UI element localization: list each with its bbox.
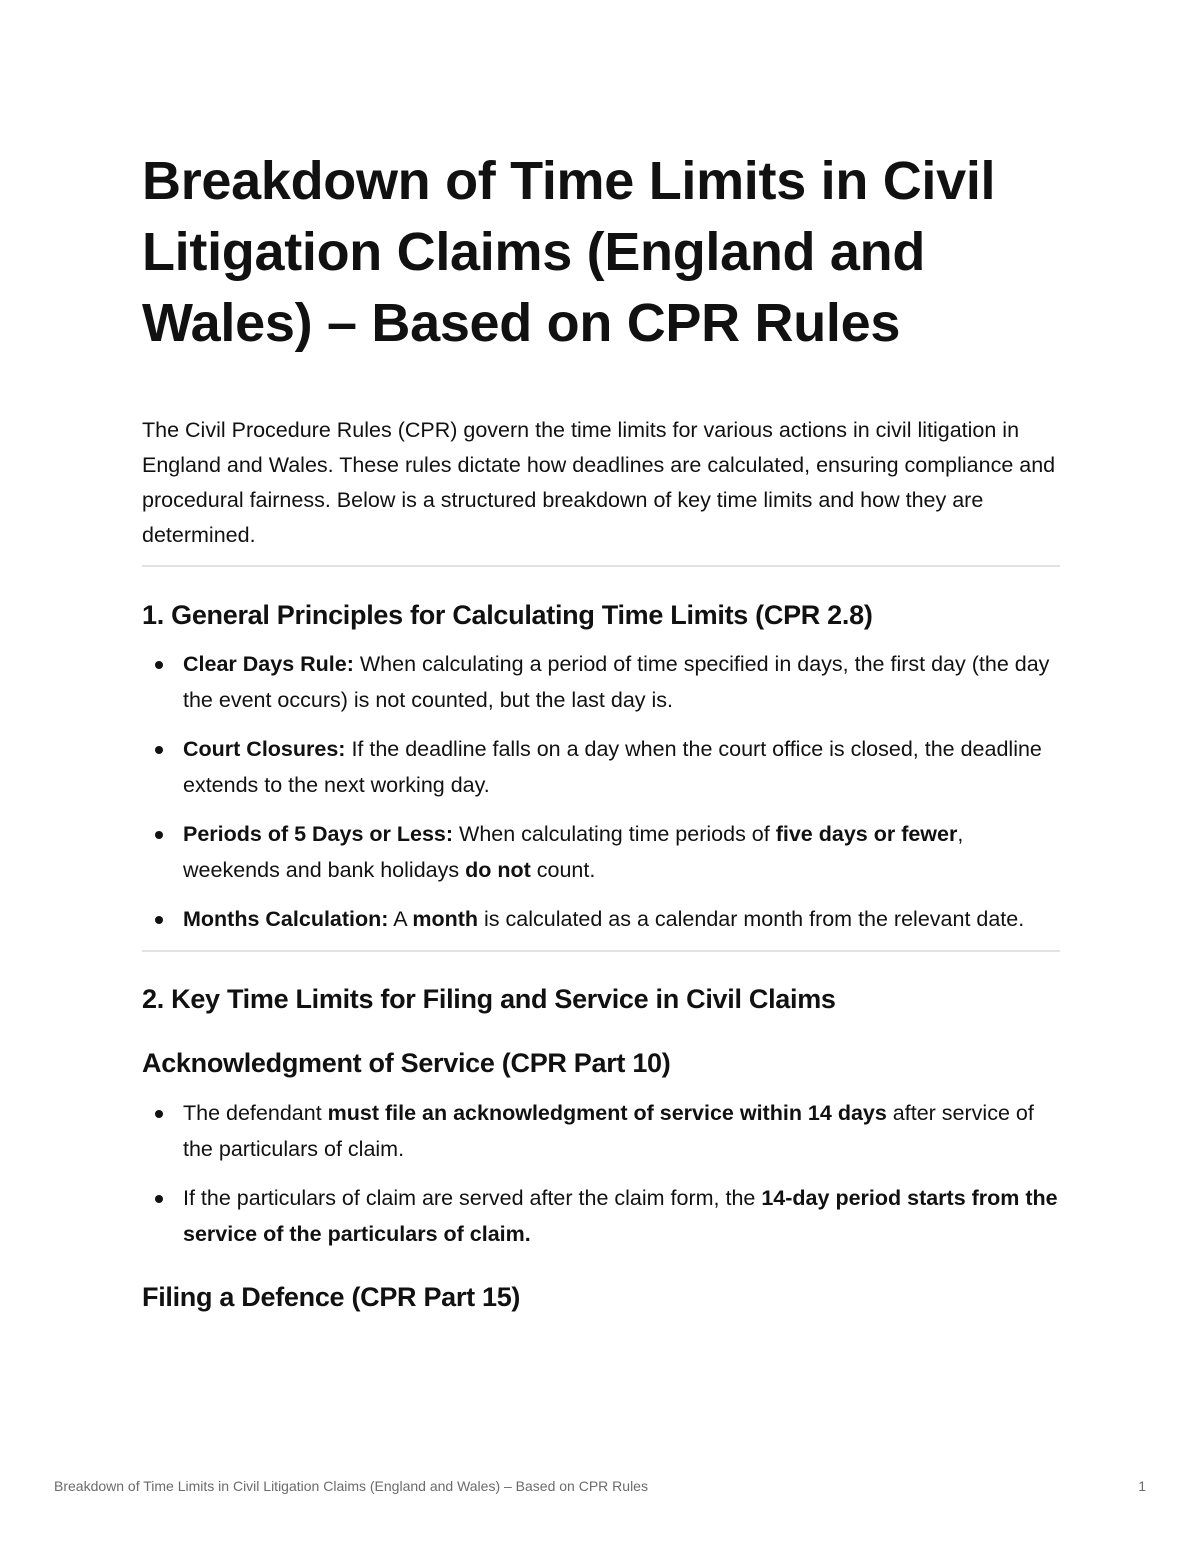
list-item — [142, 1095, 1060, 1167]
item-label: Periods of 5 Days or Less: — [183, 822, 454, 846]
item-text: When calculating time periods of — [453, 822, 776, 846]
item-emphasis: five days or fewer — [775, 822, 958, 846]
item-text: count. — [530, 858, 596, 882]
subsection-acknowledgment-list — [142, 1095, 1060, 1252]
list-item — [142, 901, 1060, 937]
item-emphasis: 14-day period starts from the service of the particulars of claim. — [183, 1186, 1058, 1246]
item-text: , weekends and bank holidays — [183, 822, 964, 882]
item-text: The defendant — [183, 1101, 328, 1125]
list-item — [142, 1180, 1060, 1252]
item-label: Months Calculation: — [183, 907, 389, 931]
page-footer: Breakdown of Time Limits in Civil Litigation Claims (England and Wales) – Based on CPR Rules — [54, 1478, 648, 1494]
document-page — [142, 146, 1060, 1315]
list-item — [142, 816, 1060, 888]
item-text: is calculated as a calendar month from the relevant date. — [478, 907, 1025, 931]
item-label: Court Closures: — [183, 737, 346, 761]
page-number: 1 — [1138, 1478, 1146, 1494]
item-text: When calculating a period of time specified in days, the first day (the day the event occurs) is not counted, but the last day is. — [183, 652, 1050, 712]
item-emphasis: do not — [465, 858, 531, 882]
intro-paragraph: The Civil Procedure Rules (CPR) govern the time limits for various actions in civil litigation in England and Wales. These rules dictate how deadlines are calculated, ensuring compliance and procedural fairness. Below is a structured breakdown of key time limits and how they are determined. — [142, 418, 1056, 547]
item-text: after service of the particulars of claim. — [183, 1101, 1034, 1161]
list-item — [142, 731, 1060, 803]
item-label: Clear Days Rule: — [183, 652, 354, 676]
item-emphasis: month — [412, 907, 479, 931]
item-text: A — [388, 907, 413, 931]
divider — [142, 565, 1060, 567]
document-title: Breakdown of Time Limits in Civil Litigation Claims (England and Wales) – Based on CPR Rules — [142, 151, 996, 353]
section-1-list — [142, 646, 1060, 937]
item-emphasis: must file an acknowledgment of service within 14 days — [327, 1101, 887, 1125]
divider — [142, 950, 1060, 952]
section-1-heading: 1. General Principles for Calculating Time Limits (CPR 2.8) — [142, 600, 873, 630]
list-item — [142, 646, 1060, 718]
subsection-defence-heading: Filing a Defence (CPR Part 15) — [142, 1282, 521, 1312]
item-text: If the particulars of claim are served after the claim form, the — [183, 1186, 762, 1210]
section-2-heading: 2. Key Time Limits for Filing and Service in Civil Claims — [142, 984, 836, 1014]
item-text: If the deadline falls on a day when the court office is closed, the deadline extends to the next working day. — [183, 737, 1042, 797]
subsection-acknowledgment-heading: Acknowledgment of Service (CPR Part 10) — [142, 1048, 671, 1078]
